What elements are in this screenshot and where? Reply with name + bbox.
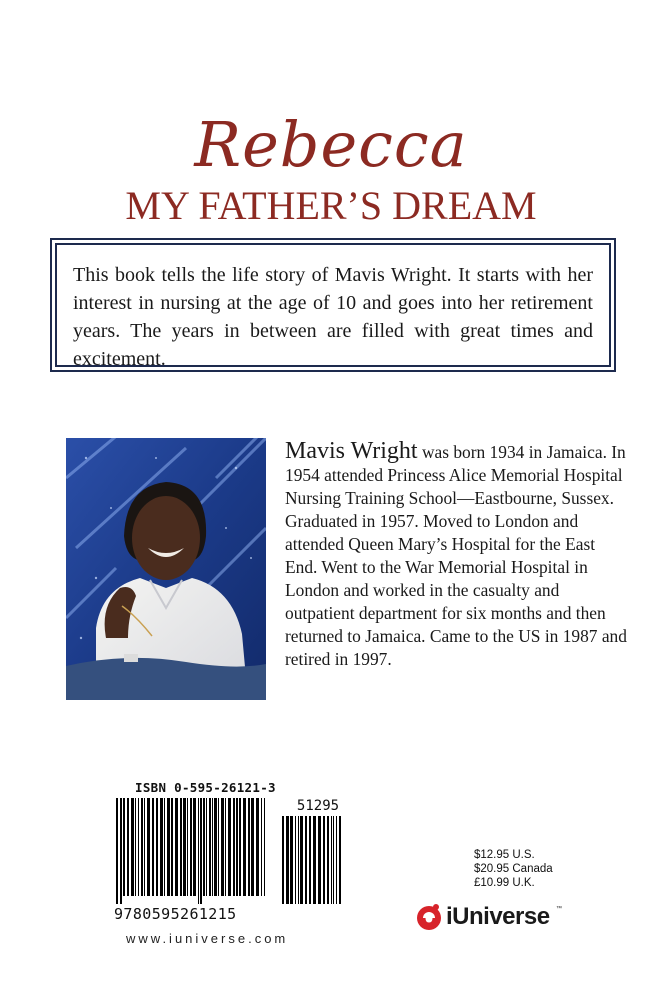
barcode-bar — [138, 798, 139, 896]
barcode-bar — [200, 798, 202, 904]
barcode-bar — [313, 816, 316, 904]
barcode-bar — [256, 798, 259, 896]
price-canada: $20.95 Canada — [474, 863, 553, 875]
barcode-bar — [233, 798, 235, 896]
barcode-bar — [243, 798, 246, 896]
barcode-bar — [323, 816, 325, 904]
barcode-bar — [206, 798, 207, 896]
barcode-bar — [264, 798, 265, 896]
barcode-bar — [144, 798, 145, 896]
publisher-name: iUniverse — [446, 903, 550, 930]
iuniverse-logo-icon — [415, 902, 443, 932]
barcode-number: 9780595261215 — [114, 905, 237, 923]
barcode-bar — [248, 798, 250, 896]
barcode-bar — [300, 816, 303, 904]
barcode-bar — [135, 798, 136, 896]
blurb-box — [50, 238, 616, 372]
barcode-bar — [152, 798, 154, 896]
barcode-bar — [261, 798, 262, 896]
barcode-bar — [116, 798, 118, 904]
cover-subtitle: MY FATHER’S DREAM — [125, 183, 537, 228]
barcode-bar — [183, 798, 186, 896]
barcode-bar — [198, 798, 199, 904]
barcode-bar — [290, 816, 293, 904]
barcode-bar — [214, 798, 217, 896]
cover-title: Rebecca — [194, 108, 468, 181]
barcode-bar — [120, 798, 122, 904]
barcode-bar — [333, 816, 334, 904]
isbn-label: ISBN 0-595-26121-3 — [135, 780, 276, 795]
barcode-bar — [164, 798, 165, 896]
barcode-bar — [175, 798, 178, 896]
price-list — [474, 848, 624, 890]
barcode-bar — [236, 798, 238, 896]
barcode-bar — [156, 798, 158, 896]
barcode-bar — [127, 798, 129, 896]
barcode-bar — [203, 798, 205, 896]
ean-barcode-bars — [116, 798, 265, 904]
author-photo — [66, 438, 266, 700]
barcode-bar — [309, 816, 311, 904]
author-bio — [285, 438, 630, 671]
barcode-bar — [295, 816, 296, 904]
barcode-bar — [160, 798, 163, 896]
barcode-bar — [212, 798, 213, 896]
author-portrait-photo — [66, 438, 266, 700]
barcode-bar — [305, 816, 307, 904]
barcode-bar — [190, 798, 192, 896]
barcode-bar — [123, 798, 125, 896]
barcode-bar — [180, 798, 182, 896]
barcode-bar — [339, 816, 341, 904]
barcode-bar — [239, 798, 241, 896]
barcode-bar — [298, 816, 299, 904]
author-bio-text: was born 1934 in Jamaica. In 1954 attended Princess Alice Memorial Hospital Nursing Training School—Eastbourne, Sussex. Graduated in 1957. Moved to London and attended Queen Mary’s Hospital for the East End. Went to the War Memorial Hospital in London and worked in the casualty and outpatient department for six months and then returned to Jamaica. Came to the US in 1987 and retired in 1997. — [285, 442, 627, 669]
barcode-bar — [171, 798, 173, 896]
barcode-bar — [141, 798, 143, 896]
barcode-bar — [225, 798, 226, 896]
price-us: $12.95 U.S. — [474, 849, 535, 861]
blurb-text: This book tells the life story of Mavis Wright. It starts with her interest in nursing at the age of 10 and goes into her retirement years. The years in between are filled with great times and excitement. — [55, 243, 611, 367]
barcode-bar — [147, 798, 150, 896]
barcode-bar — [318, 816, 321, 904]
barcode-bar — [327, 816, 329, 904]
website-url[interactable]: www.iuniverse.com — [126, 931, 289, 946]
barcode-bar — [131, 798, 134, 896]
barcode-bar — [228, 798, 231, 896]
barcode-bar — [209, 798, 211, 896]
barcode-bar — [187, 798, 188, 896]
publisher-trademark: ™ — [556, 906, 562, 912]
barcode-bar — [218, 798, 219, 896]
addon-barcode-bars — [282, 816, 341, 904]
author-name: Mavis Wright — [285, 438, 418, 464]
barcode-bar — [286, 816, 289, 904]
barcode-bar — [251, 798, 254, 896]
barcode-bar — [336, 816, 337, 904]
price-uk: £10.99 U.K. — [474, 877, 535, 889]
barcode-bar — [167, 798, 170, 896]
barcode-bar — [193, 798, 196, 896]
barcode-bar — [282, 816, 284, 904]
barcode-bar — [331, 816, 332, 904]
publisher-logo — [415, 902, 575, 932]
barcode-bar — [221, 798, 224, 896]
addon-number: 51295 — [296, 798, 340, 814]
